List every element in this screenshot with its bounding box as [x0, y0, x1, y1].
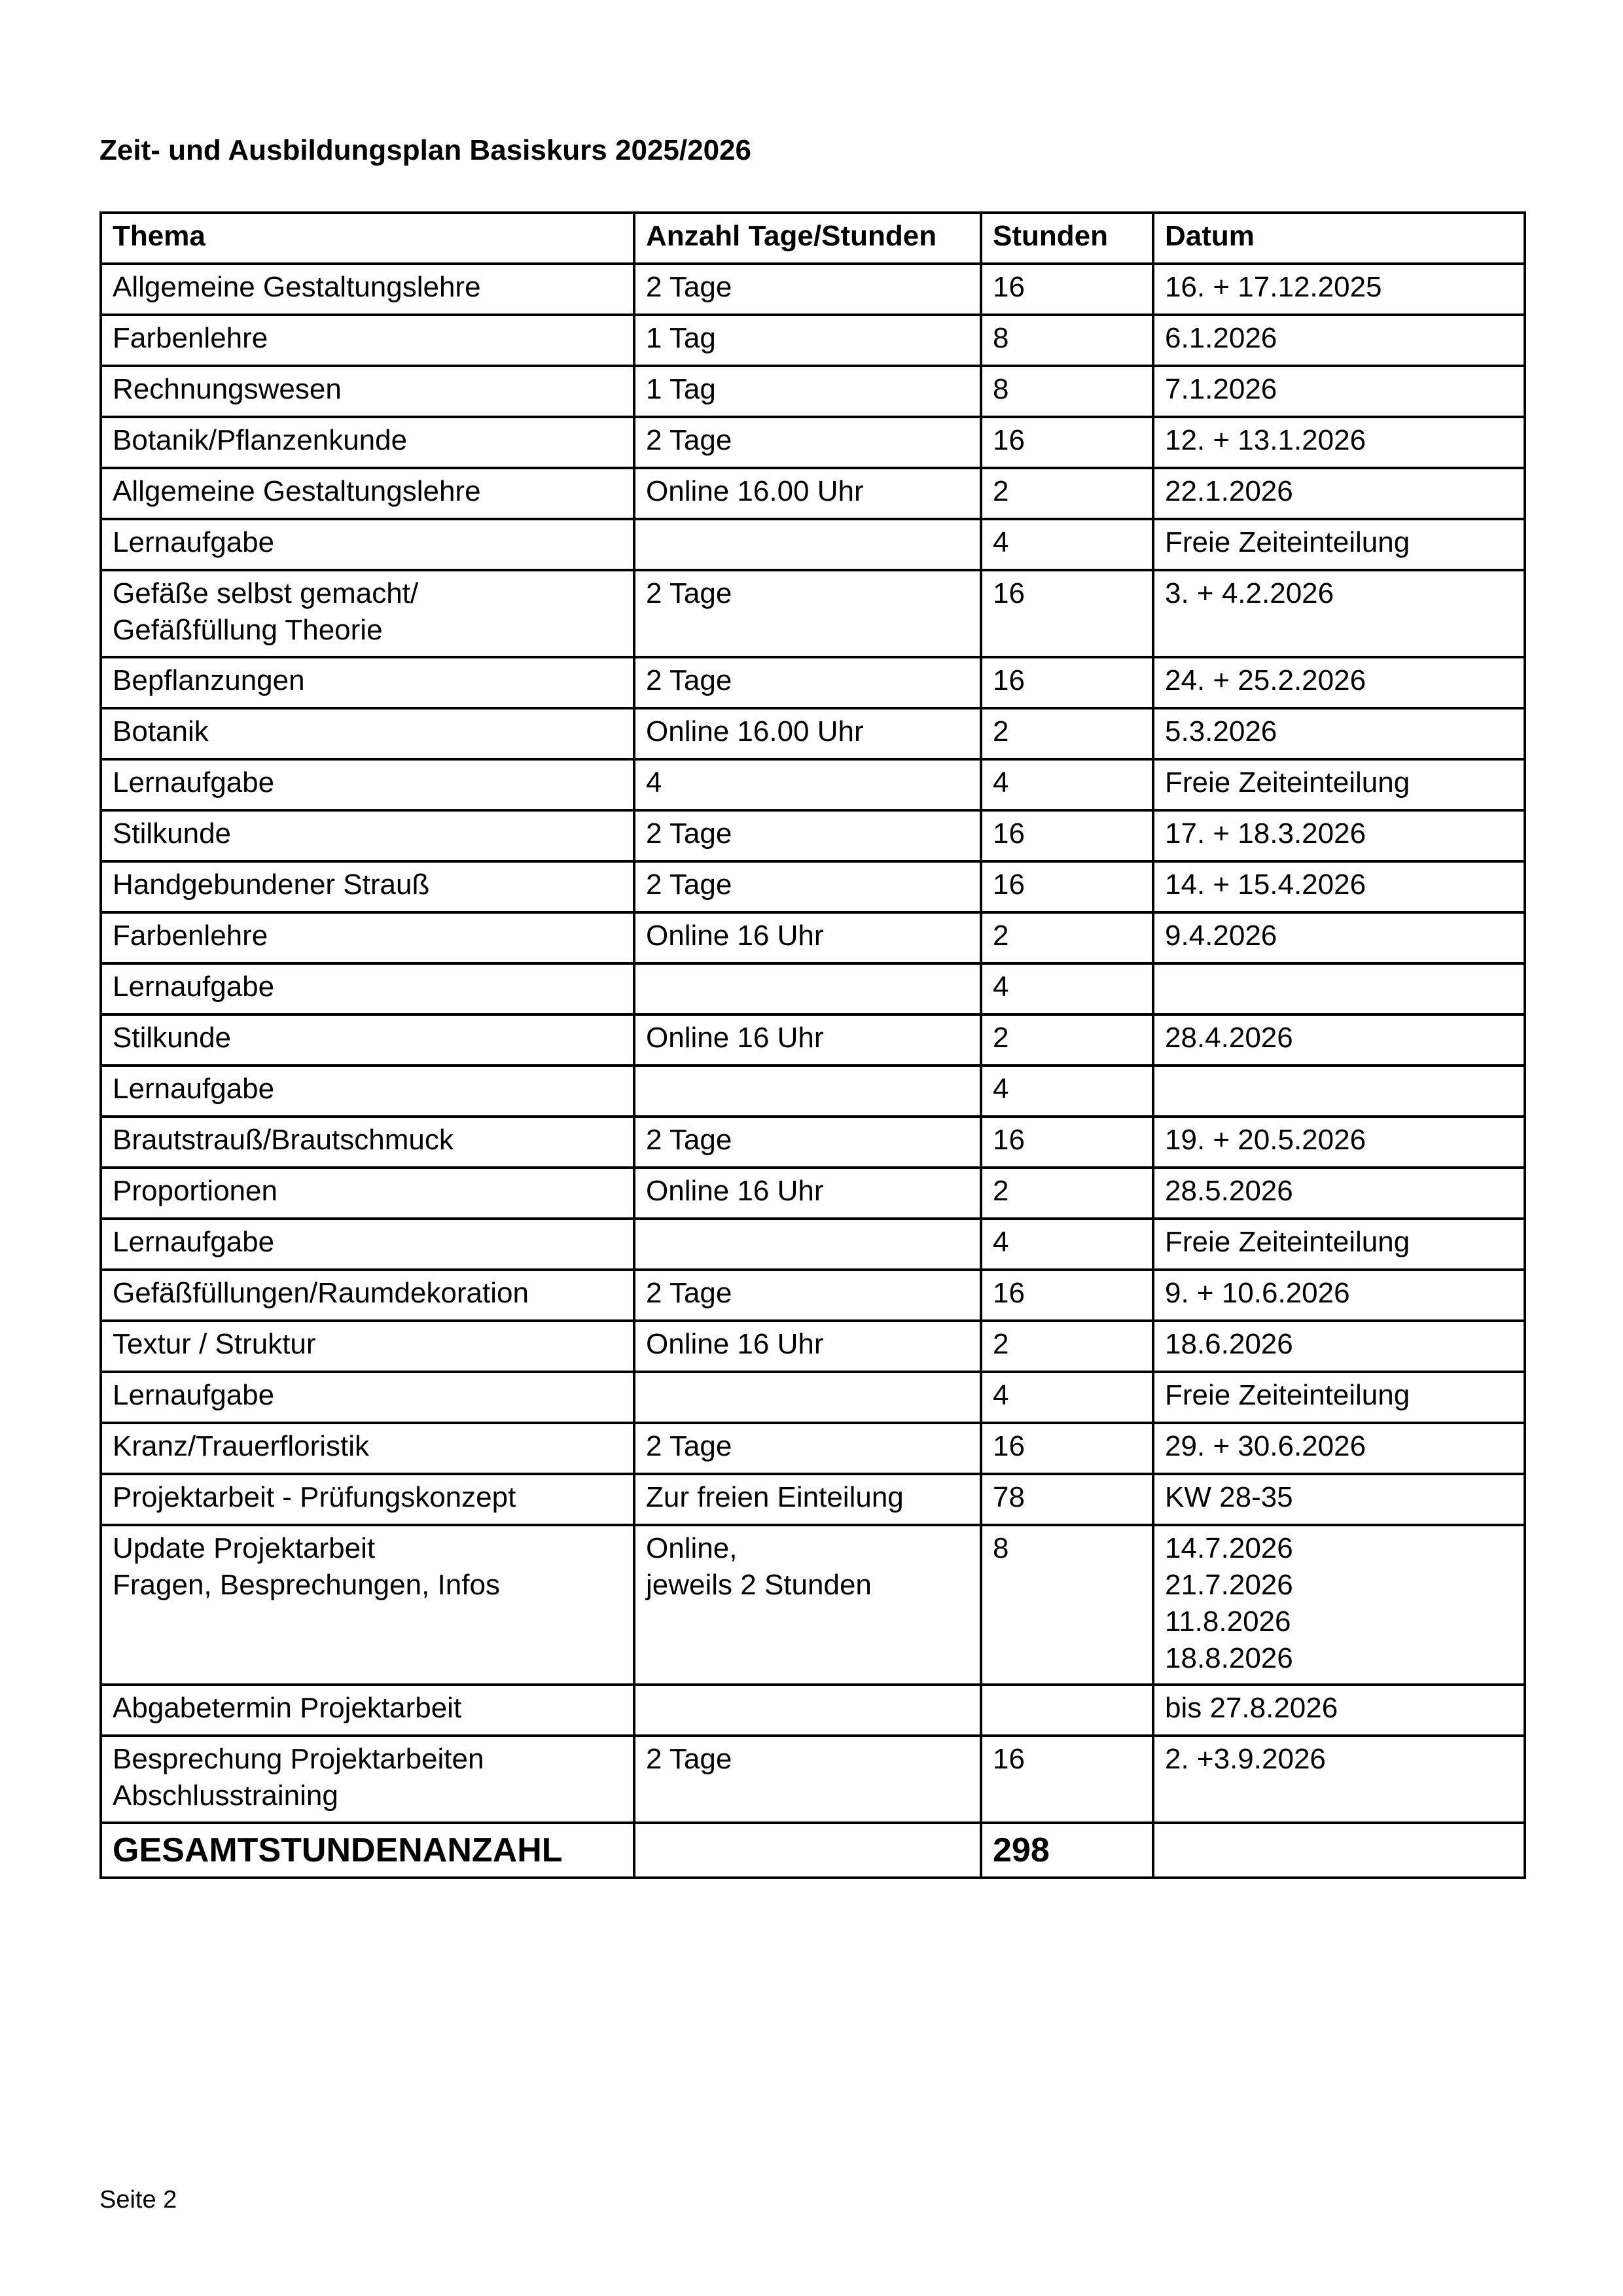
cell-datum-line: 17. + 18.3.2026 [1165, 817, 1366, 850]
table-row [101, 1372, 1525, 1423]
cell-anzahl [634, 1736, 981, 1823]
table-row [101, 417, 1525, 468]
cell-thema-line: Lernaufgabe [113, 526, 275, 558]
cell-stunden: 4 [981, 759, 1153, 810]
total-datum [1153, 1823, 1525, 1878]
table-row [101, 1014, 1525, 1066]
cell-datum-line: 3. + 4.2.2026 [1165, 577, 1334, 609]
cell-anzahl [634, 519, 981, 570]
cell-thema [101, 1014, 634, 1066]
cell-datum-line: 28.5.2026 [1165, 1175, 1293, 1207]
total-row [101, 1823, 1525, 1878]
cell-stunden: 2 [981, 1014, 1153, 1066]
page-number: Seite 2 [99, 2186, 177, 2214]
cell-thema [101, 1117, 634, 1168]
total-anzahl [634, 1823, 981, 1878]
cell-anzahl-line: 2 Tage [646, 271, 732, 303]
cell-datum-line: 29. + 30.6.2026 [1165, 1430, 1366, 1462]
header-anzahl: Anzahl Tage/Stunden [634, 213, 981, 264]
cell-datum [1153, 1525, 1525, 1685]
cell-datum-line: 5.3.2026 [1165, 715, 1277, 747]
table-row [101, 1066, 1525, 1117]
cell-datum-line: 7.1.2026 [1165, 373, 1277, 405]
cell-thema [101, 1372, 634, 1423]
table-row [101, 810, 1525, 861]
cell-stunden: 4 [981, 519, 1153, 570]
cell-datum-line: 18.8.2026 [1165, 1642, 1293, 1674]
cell-stunden: 16 [981, 657, 1153, 708]
cell-thema [101, 519, 634, 570]
cell-datum [1153, 1066, 1525, 1117]
cell-thema [101, 810, 634, 861]
cell-datum [1153, 708, 1525, 759]
cell-datum-line: 16. + 17.12.2025 [1165, 271, 1382, 303]
cell-datum [1153, 264, 1525, 315]
cell-anzahl [634, 963, 981, 1014]
cell-datum [1153, 1168, 1525, 1219]
cell-anzahl [634, 1372, 981, 1423]
cell-stunden: 4 [981, 1219, 1153, 1270]
header-datum: Datum [1153, 213, 1525, 264]
cell-anzahl-line: 2 Tage [646, 1124, 732, 1156]
cell-datum [1153, 657, 1525, 708]
cell-datum [1153, 1474, 1525, 1525]
cell-anzahl [634, 861, 981, 912]
cell-thema-line: Rechnungswesen [113, 373, 342, 405]
cell-thema [101, 264, 634, 315]
cell-stunden: 2 [981, 912, 1153, 963]
cell-anzahl-line: Online 16.00 Uhr [646, 475, 864, 507]
total-stunden: 298 [981, 1823, 1153, 1878]
cell-anzahl [634, 1066, 981, 1117]
cell-thema-line: Update Projektarbeit [113, 1532, 376, 1564]
cell-datum [1153, 912, 1525, 963]
cell-datum-line: KW 28-35 [1165, 1481, 1293, 1513]
cell-datum-line: 9.4.2026 [1165, 920, 1277, 952]
cell-thema [101, 912, 634, 963]
table-row [101, 1168, 1525, 1219]
cell-anzahl [634, 1014, 981, 1066]
table-row [101, 963, 1525, 1014]
cell-stunden: 2 [981, 1168, 1153, 1219]
cell-datum [1153, 861, 1525, 912]
cell-thema-line: Abgabetermin Projektarbeit [113, 1692, 462, 1724]
cell-datum [1153, 1219, 1525, 1270]
cell-datum-line: 6.1.2026 [1165, 322, 1277, 354]
header-thema: Thema [101, 213, 634, 264]
cell-thema-line: Projektarbeit - Prüfungskonzept [113, 1481, 516, 1513]
cell-thema [101, 963, 634, 1014]
cell-datum [1153, 570, 1525, 657]
cell-anzahl-line: 1 Tag [646, 373, 716, 405]
cell-stunden: 16 [981, 264, 1153, 315]
cell-anzahl-line: Online, [646, 1532, 738, 1564]
cell-thema [101, 1066, 634, 1117]
cell-anzahl [634, 366, 981, 417]
cell-thema [101, 1321, 634, 1372]
cell-thema [101, 1736, 634, 1823]
header-stunden: Stunden [981, 213, 1153, 264]
cell-thema [101, 1270, 634, 1321]
cell-stunden: 16 [981, 417, 1153, 468]
cell-stunden: 4 [981, 1372, 1153, 1423]
cell-datum-line: 2. +3.9.2026 [1165, 1743, 1326, 1775]
table-row [101, 1685, 1525, 1736]
cell-thema-line: Stilkunde [113, 1022, 232, 1054]
cell-thema-line: Lernaufgabe [113, 1379, 275, 1411]
cell-datum-line: 18.6.2026 [1165, 1328, 1293, 1360]
cell-anzahl [634, 264, 981, 315]
cell-thema-line: Textur / Struktur [113, 1328, 316, 1360]
cell-anzahl [634, 810, 981, 861]
cell-anzahl [634, 1117, 981, 1168]
cell-thema-line: Botanik/Pflanzenkunde [113, 424, 408, 456]
cell-stunden: 2 [981, 468, 1153, 519]
cell-datum-line: 22.1.2026 [1165, 475, 1293, 507]
cell-thema-line: Gefäßfüllungen/Raumdekoration [113, 1277, 529, 1309]
cell-datum [1153, 963, 1525, 1014]
table-row [101, 366, 1525, 417]
cell-thema [101, 657, 634, 708]
cell-datum-line: 14. + 15.4.2026 [1165, 869, 1366, 901]
table-row [101, 657, 1525, 708]
table-row [101, 315, 1525, 366]
cell-datum [1153, 1685, 1525, 1736]
cell-stunden: 78 [981, 1474, 1153, 1525]
cell-anzahl-line: Online 16 Uhr [646, 1022, 824, 1054]
cell-datum [1153, 417, 1525, 468]
table-row [101, 1525, 1525, 1685]
cell-thema-line: Proportionen [113, 1175, 277, 1207]
cell-anzahl-line: 2 Tage [646, 424, 732, 456]
table-row [101, 1117, 1525, 1168]
cell-anzahl-line: Online 16 Uhr [646, 1328, 824, 1360]
document-title: Zeit- und Ausbildungsplan Basiskurs 2025/2026 [99, 134, 751, 166]
table-row [101, 759, 1525, 810]
cell-anzahl [634, 708, 981, 759]
cell-datum [1153, 1321, 1525, 1372]
cell-datum [1153, 1736, 1525, 1823]
cell-thema [101, 1219, 634, 1270]
table-row [101, 264, 1525, 315]
cell-stunden: 2 [981, 708, 1153, 759]
cell-stunden: 16 [981, 861, 1153, 912]
cell-thema-line: Lernaufgabe [113, 766, 275, 798]
table-row [101, 519, 1525, 570]
cell-thema-line: Stilkunde [113, 817, 232, 850]
cell-anzahl [634, 1423, 981, 1474]
table-row [101, 1270, 1525, 1321]
cell-anzahl-line: jeweils 2 Stunden [646, 1569, 872, 1601]
cell-anzahl-line: 2 Tage [646, 664, 732, 696]
cell-datum-line: 19. + 20.5.2026 [1165, 1124, 1366, 1156]
table-row [101, 570, 1525, 657]
table-row [101, 1423, 1525, 1474]
cell-anzahl [634, 657, 981, 708]
cell-thema-line: Handgebundener Strauß [113, 869, 430, 901]
cell-anzahl-line: 2 Tage [646, 817, 732, 850]
cell-thema [101, 1168, 634, 1219]
cell-thema-line: Fragen, Besprechungen, Infos [113, 1569, 500, 1601]
cell-datum [1153, 1423, 1525, 1474]
cell-anzahl [634, 570, 981, 657]
cell-thema [101, 759, 634, 810]
cell-anzahl-line: 4 [646, 766, 662, 798]
cell-anzahl-line: 2 Tage [646, 1743, 732, 1775]
cell-stunden: 8 [981, 315, 1153, 366]
cell-thema-line: Gefäßfüllung Theorie [113, 614, 383, 646]
cell-thema [101, 417, 634, 468]
cell-thema-line: Allgemeine Gestaltungslehre [113, 475, 481, 507]
cell-datum-line: 11.8.2026 [1165, 1605, 1291, 1638]
cell-thema-line: Besprechung Projektarbeiten [113, 1743, 484, 1775]
cell-thema-line: Kranz/Trauerfloristik [113, 1430, 370, 1462]
cell-datum [1153, 468, 1525, 519]
cell-datum-line: 24. + 25.2.2026 [1165, 664, 1366, 696]
cell-datum-line: Freie Zeiteinteilung [1165, 1379, 1410, 1411]
cell-datum-line: 9. + 10.6.2026 [1165, 1277, 1350, 1309]
cell-stunden: 16 [981, 1117, 1153, 1168]
cell-datum [1153, 759, 1525, 810]
cell-thema-line: Lernaufgabe [113, 1226, 275, 1258]
cell-stunden: 4 [981, 963, 1153, 1014]
cell-anzahl [634, 912, 981, 963]
cell-anzahl-line: 2 Tage [646, 1277, 732, 1309]
cell-datum [1153, 810, 1525, 861]
cell-thema-line: Botanik [113, 715, 209, 747]
table-row [101, 1474, 1525, 1525]
cell-anzahl [634, 1168, 981, 1219]
cell-thema [101, 708, 634, 759]
cell-anzahl [634, 417, 981, 468]
cell-datum-line: Freie Zeiteinteilung [1165, 526, 1410, 558]
cell-stunden: 2 [981, 1321, 1153, 1372]
cell-datum [1153, 519, 1525, 570]
cell-anzahl-line: 2 Tage [646, 1430, 732, 1462]
cell-stunden: 16 [981, 1423, 1153, 1474]
cell-anzahl-line: Zur freien Einteilung [646, 1481, 904, 1513]
cell-datum [1153, 1270, 1525, 1321]
cell-datum [1153, 1014, 1525, 1066]
cell-datum-line: 14.7.2026 [1165, 1532, 1293, 1564]
cell-anzahl [634, 468, 981, 519]
cell-datum [1153, 315, 1525, 366]
cell-thema [101, 315, 634, 366]
cell-thema-line: Abschlusstraining [113, 1780, 338, 1812]
cell-thema [101, 1525, 634, 1685]
cell-stunden: 4 [981, 1066, 1153, 1117]
cell-stunden: 16 [981, 1270, 1153, 1321]
cell-datum-line: 21.7.2026 [1165, 1569, 1293, 1601]
cell-thema [101, 468, 634, 519]
cell-thema-line: Bepflanzungen [113, 664, 305, 696]
cell-thema-line: Lernaufgabe [113, 1073, 275, 1105]
table-body [101, 264, 1525, 1823]
cell-thema-line: Allgemeine Gestaltungslehre [113, 271, 481, 303]
table-row [101, 1736, 1525, 1823]
cell-anzahl [634, 1525, 981, 1685]
cell-thema [101, 861, 634, 912]
cell-thema [101, 1423, 634, 1474]
cell-anzahl-line: 2 Tage [646, 577, 732, 609]
cell-stunden: 16 [981, 810, 1153, 861]
cell-anzahl [634, 1474, 981, 1525]
cell-stunden: 8 [981, 1525, 1153, 1685]
cell-thema-line: Farbenlehre [113, 322, 268, 354]
cell-datum [1153, 366, 1525, 417]
cell-anzahl [634, 759, 981, 810]
table-row [101, 861, 1525, 912]
cell-thema-line: Farbenlehre [113, 920, 268, 952]
cell-datum-line: 12. + 13.1.2026 [1165, 424, 1366, 456]
table-row [101, 468, 1525, 519]
cell-stunden: 16 [981, 1736, 1153, 1823]
cell-datum-line: 28.4.2026 [1165, 1022, 1293, 1054]
schedule-table [99, 211, 1526, 1879]
cell-anzahl [634, 1219, 981, 1270]
cell-thema [101, 366, 634, 417]
cell-stunden [981, 1685, 1153, 1736]
cell-stunden: 16 [981, 570, 1153, 657]
cell-anzahl-line: 2 Tage [646, 869, 732, 901]
cell-datum-line: Freie Zeiteinteilung [1165, 1226, 1410, 1258]
total-label: GESAMTSTUNDENANZAHL [101, 1823, 634, 1878]
cell-datum-line: bis 27.8.2026 [1165, 1692, 1338, 1724]
cell-thema [101, 570, 634, 657]
table-row [101, 912, 1525, 963]
cell-datum-line: Freie Zeiteinteilung [1165, 766, 1410, 798]
cell-anzahl [634, 1270, 981, 1321]
cell-anzahl [634, 315, 981, 366]
table-row [101, 1219, 1525, 1270]
cell-thema-line: Gefäße selbst gemacht/ [113, 577, 419, 609]
cell-anzahl [634, 1685, 981, 1736]
cell-thema-line: Lernaufgabe [113, 971, 275, 1003]
cell-anzahl-line: Online 16 Uhr [646, 1175, 824, 1207]
cell-anzahl-line: 1 Tag [646, 322, 716, 354]
table-row [101, 1321, 1525, 1372]
cell-anzahl-line: Online 16 Uhr [646, 920, 824, 952]
cell-anzahl-line: Online 16.00 Uhr [646, 715, 864, 747]
table-header-row [101, 213, 1525, 264]
cell-anzahl [634, 1321, 981, 1372]
cell-datum [1153, 1372, 1525, 1423]
table-row [101, 708, 1525, 759]
cell-thema [101, 1474, 634, 1525]
cell-stunden: 8 [981, 366, 1153, 417]
cell-datum [1153, 1117, 1525, 1168]
cell-thema [101, 1685, 634, 1736]
cell-thema-line: Brautstrauß/Brautschmuck [113, 1124, 454, 1156]
